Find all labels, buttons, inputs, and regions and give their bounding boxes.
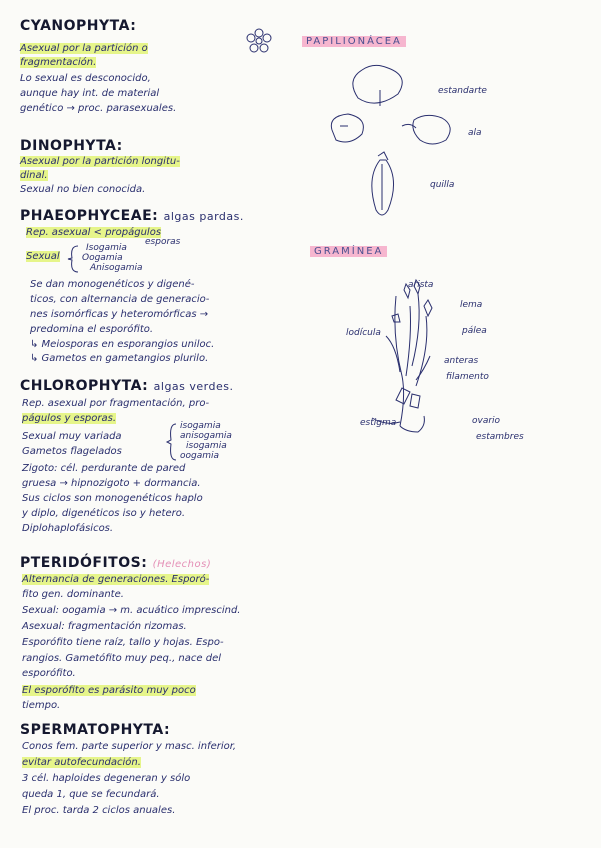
phaeo-type-1: Isogamia	[86, 243, 127, 253]
pterido-subtitle: (Helechos)	[152, 559, 212, 570]
sperma-line-3: 3 cél. haploides degeneran y sólo	[22, 773, 191, 784]
phaeo-line-4: predomina el esporófito.	[30, 324, 154, 335]
phaeo-type-3: Anisogamia	[90, 263, 143, 273]
flower-doodle-icon	[244, 26, 274, 56]
phaeo-line-3: nes isomórficas y heteromórficas →	[30, 309, 209, 320]
chloro-brace-4: oogamia	[180, 451, 220, 461]
phaeo-rep-text: Rep. asexual < propágulos	[26, 227, 162, 238]
dino-line-2-text: dinal.	[20, 170, 48, 181]
chloro-brace-list	[180, 421, 232, 461]
dino-line-1-text: Asexual por la partición longitu-	[20, 156, 180, 167]
dino-line-1	[20, 155, 180, 168]
brace-icon	[166, 422, 178, 462]
phaeo-sexual-text: Sexual	[26, 251, 60, 262]
chloro-line-7: Diplohaplofásicos.	[22, 523, 114, 534]
cyano-line-3: Lo sexual es desconocido,	[20, 73, 151, 84]
phaeo-title-text: PHAEOPHYCEAE:	[20, 208, 159, 224]
sperma-line-5	[22, 804, 175, 817]
label-estigma: estigma	[360, 418, 397, 428]
chloro-sexual-1: Sexual muy variada	[22, 431, 122, 442]
cyano-line-1	[20, 42, 148, 55]
label-filamento: filamento	[446, 372, 489, 382]
brace-icon	[66, 244, 80, 274]
label-lodicula: lodícula	[346, 328, 381, 338]
pterido-title-text: PTERIDÓFITOS:	[20, 555, 148, 571]
pterido-line-5: Esporófito tiene raíz, tallo y hojas. Espo-	[22, 637, 224, 648]
pterido-line-8-text: El esporófito es parásito muy poco	[22, 685, 196, 696]
phaeo-line-2: ticos, con alternancia de generacio-	[30, 294, 210, 305]
label-arista: arista	[408, 280, 434, 290]
chloro-subtitle: algas verdes.	[153, 380, 234, 393]
spermatophyta-title: SPERMATOPHYTA:	[20, 722, 171, 738]
chloro-brace-3: isogamia	[186, 441, 227, 451]
pterido-line-8	[22, 684, 196, 697]
pterido-line-6: rangios. Gametófito muy peq., nace del	[22, 653, 222, 664]
dino-line-3: Sexual no bien conocida.	[20, 184, 146, 195]
cyano-line-2	[20, 56, 96, 69]
chloro-line-2-text: págulos y esporas.	[22, 413, 116, 424]
pterido-line-1	[22, 573, 209, 586]
chloro-line-2	[22, 412, 116, 425]
pterido-line-7: esporófito.	[22, 668, 76, 679]
cyano-line-2-text: fragmentación.	[20, 57, 97, 68]
chloro-line-4: gruesa → hipnozigoto + dormancia.	[22, 478, 201, 489]
phaeo-rep-line-2: esporas	[145, 237, 181, 247]
phaeo-sexual-label	[26, 250, 60, 263]
cyanophyta-title: CYANOPHYTA:	[20, 18, 137, 34]
cyano-line-5: genético → proc. parasexuales.	[20, 103, 177, 114]
phaeophyceae-title	[20, 208, 244, 224]
label-palea: pálea	[462, 326, 487, 336]
label-anteras: anteras	[444, 356, 479, 366]
pterido-line-4: Asexual: fragmentación rizomas.	[22, 621, 187, 632]
papilionacea-title: PAPILIONÁCEA	[302, 36, 406, 47]
label-ala: ala	[468, 128, 482, 138]
chloro-line-1: Rep. asexual por fragmentación, pro-	[22, 398, 210, 409]
chloro-line-6: y diplo, digenéticos iso y hetero.	[22, 508, 185, 519]
chloro-brace-2: anisogamia	[180, 431, 232, 441]
phaeo-line-5: ↳ Meiosporas en esporangios uniloc.	[30, 339, 215, 350]
graminea-title: GRAMÍNEA	[310, 246, 387, 257]
dino-line-2	[20, 169, 48, 182]
graminea-drawing	[366, 276, 456, 440]
sperma-line-2-text: evitar autofecundación.	[22, 757, 141, 768]
chloro-line-3: Zigoto: cél. perdurante de pared	[22, 463, 186, 474]
phaeo-sexual-types	[82, 243, 143, 273]
chloro-sexual-2: Gametos flagelados	[22, 446, 122, 457]
cyano-line-1-text: Asexual por la partición o	[20, 43, 148, 54]
chloro-title-text: CHLOROPHYTA:	[20, 378, 149, 394]
label-ovario: ovario	[472, 416, 501, 426]
pterido-line-1-text: Alternancia de generaciones. Esporó-	[22, 574, 210, 585]
sperma-line-2	[22, 756, 141, 769]
sperma-line-1: Conos fem. parte superior y masc. inferior,	[22, 741, 237, 752]
chloro-line-5: Sus ciclos son monogenéticos haplo	[22, 493, 203, 504]
dinophyta-title: DINOPHYTA:	[20, 138, 123, 154]
sperma-line-5-text: El proc. tarda 2 ciclos anuales.	[22, 805, 176, 816]
pterido-line-9: tiempo.	[22, 700, 61, 711]
label-quilla: quilla	[430, 180, 455, 190]
chlorophyta-title	[20, 378, 234, 394]
sperma-line-4: queda 1, que se fecundará.	[22, 789, 160, 800]
label-estandarte: estandarte	[438, 86, 487, 96]
phaeo-subtitle: algas pardas.	[163, 210, 244, 223]
pterido-line-3: Sexual: oogamia → m. acuático imprescind.	[22, 605, 241, 616]
pterido-line-2: fito gen. dominante.	[22, 589, 124, 600]
chloro-brace-1: isogamia	[180, 421, 221, 431]
label-estambres: estambres	[476, 432, 524, 442]
cyano-line-4: aunque hay int. de material	[20, 88, 160, 99]
label-lema: lema	[460, 300, 483, 310]
phaeo-type-2: Oogamia	[82, 253, 123, 263]
phaeo-rep-line	[26, 226, 161, 239]
phaeo-line-6: ↳ Gametos en gametangios plurilo.	[30, 353, 209, 364]
phaeo-line-1: Se dan monogenéticos y digené-	[30, 279, 195, 290]
pteridofitos-title	[20, 555, 211, 571]
